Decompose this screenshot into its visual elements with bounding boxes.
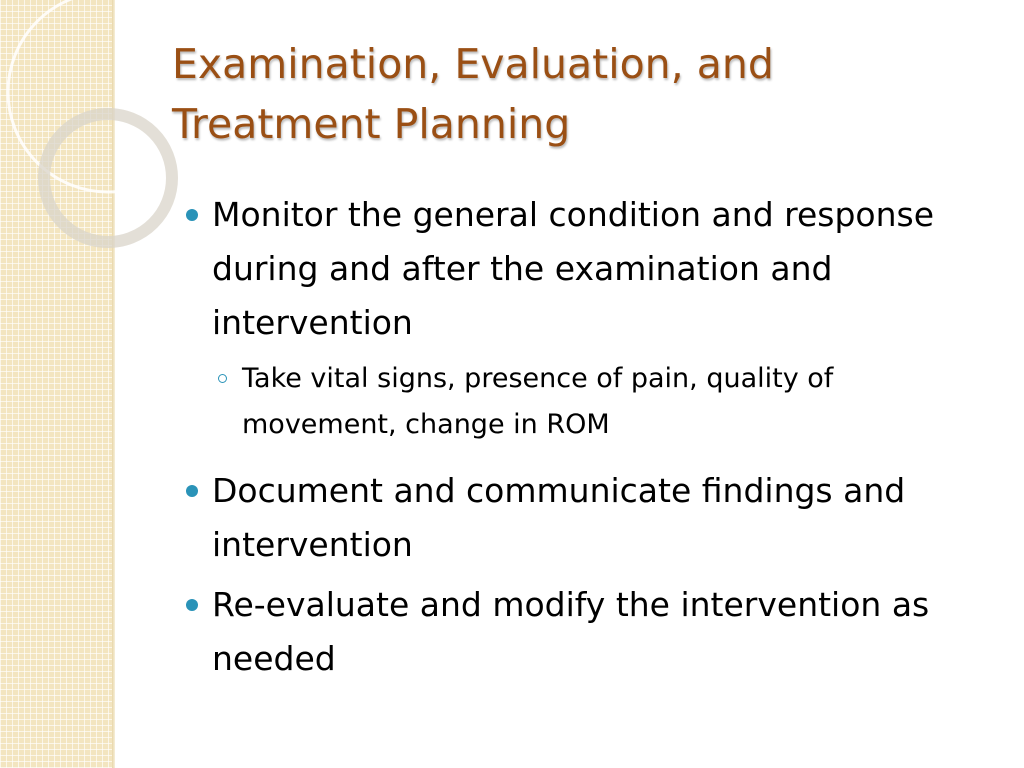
slide-title-line2: Treatment Planning <box>172 100 571 148</box>
decorative-ring-small <box>44 114 172 242</box>
sub-bullet-text: Take vital signs, presence of pain, quality of movement, change in ROM <box>242 363 834 440</box>
bullet-item <box>186 578 986 686</box>
bullet-text: Monitor the general condition and response during and after the examination and intervention <box>212 195 935 342</box>
filled-circle-bullet-icon <box>186 599 198 611</box>
filled-circle-bullet-icon <box>186 485 198 497</box>
sub-bullet-item <box>186 356 986 448</box>
bullet-text: Re-evaluate and modify the intervention as needed <box>212 585 930 678</box>
slide-title-line1: Examination, Evaluation, and <box>172 40 774 88</box>
slide-body <box>186 188 986 692</box>
bullet-item <box>186 464 986 572</box>
slide-title <box>172 34 972 154</box>
bullet-item <box>186 188 986 350</box>
bullet-text: Document and communicate findings and intervention <box>212 471 906 564</box>
filled-circle-bullet-icon <box>186 209 198 221</box>
open-circle-bullet-icon <box>218 374 227 383</box>
